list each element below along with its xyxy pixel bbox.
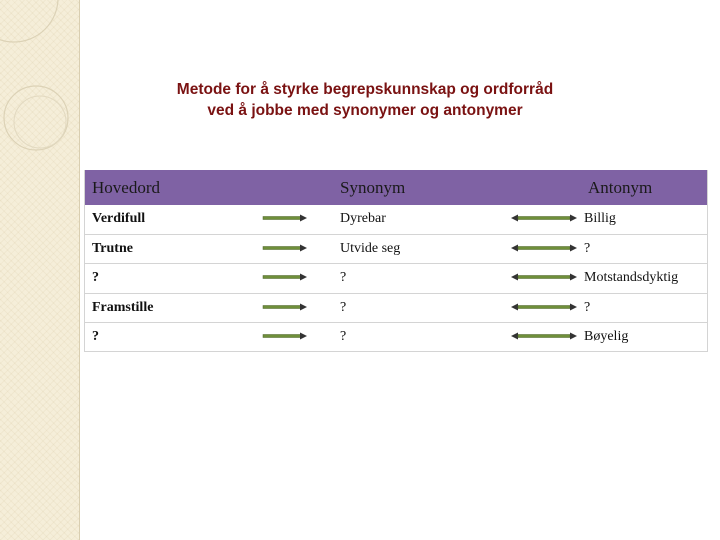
hovedord-cell [84,264,332,294]
hovedord-cell [84,234,332,264]
antonym-cell: Bøyelig [584,329,629,345]
synonym-cell [332,234,580,264]
header-synonym: Synonym [332,170,580,205]
word-table [84,170,708,352]
synonym-cell [332,205,580,234]
hovedord-text: ? [92,270,99,286]
header-antonym: Antonym [580,170,708,205]
synonym-text: Utvide seg [340,240,401,256]
title-line-2: ved å jobbe med synonymer og antonymer [207,102,523,119]
synonym-text: ? [340,329,347,345]
table-row [84,293,708,323]
double-arrow-icon [510,270,578,286]
right-arrow-icon [262,241,308,257]
double-arrow-icon [510,300,578,316]
right-arrow-icon [262,270,308,286]
title-line-1: Metode for å styrke begrepskunnskap og ordforråd [176,81,554,98]
synonym-text: ? [340,270,347,286]
hovedord-text: Framstille [92,299,154,315]
hovedord-text: ? [92,329,99,345]
antonym-cell: ? [580,234,708,264]
hovedord-text: Trutne [92,240,133,256]
double-arrow-icon [510,211,578,227]
hovedord-cell [84,205,332,234]
hovedord-cell [84,323,332,352]
antonym-cell: Motstandsdyktig [580,264,708,294]
hovedord-text: Verdifull [92,211,146,227]
header-hovedord: Hovedord [84,170,332,205]
antonym-cell: Billig [580,205,708,234]
right-arrow-icon [262,211,308,227]
slide-title [110,79,620,121]
table-row [84,323,708,352]
synonym-cell [332,323,580,352]
table-header-row [84,170,708,205]
table-row [84,264,708,294]
right-arrow-icon [262,300,308,316]
double-arrow-icon [510,329,578,345]
hovedord-cell [84,293,332,323]
table-row [84,234,708,264]
synonym-text: ? [340,299,347,315]
synonym-text: Dyrebar [340,211,386,227]
synonym-cell [332,264,580,294]
right-arrow-icon [262,329,308,345]
synonym-cell [332,293,580,323]
table-row [84,205,708,234]
antonym-cell: ? [580,293,708,323]
double-arrow-icon [510,241,578,257]
